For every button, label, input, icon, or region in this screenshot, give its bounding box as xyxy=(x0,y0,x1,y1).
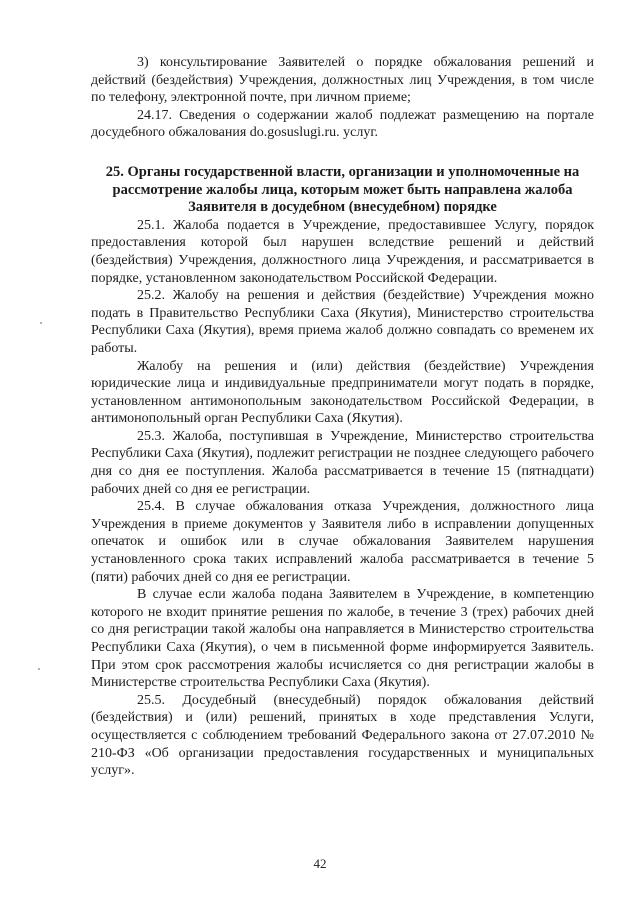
page-number: 42 xyxy=(313,856,327,871)
paragraph-24-17: 24.17. Сведения о содержании жалоб подлежат размещению на портале досудебного обжалования do.gosuslugi.ru. услуг. xyxy=(91,107,594,141)
paragraph-25-2: 25.2. Жалобу на решения и действия (бездействие) Учреждения можно подать в Правительство Республики Саха (Якутия), Министерство строительства Республики Саха (Якутия), время приема жалоб должно совпадать со временем их работы. xyxy=(91,288,594,356)
paragraph-redirect: В случае если жалоба подана Заявителем в Учреждение, в компетенцию которого не входит принятие решения по жалобе, в течение 3 (трех) рабочих дней со дня регистрации такой жалобы она направляется в Министерство строительства Республики Саха (Якутия), о чем в письменной форме информируется Заявитель. При этом срок рассмотрения жалобы исчисляется со дня регистрации жалобы в Министерстве строительства Республики Саха (Якутия). xyxy=(91,587,594,691)
scan-speck xyxy=(40,322,42,324)
scan-speck xyxy=(38,668,40,670)
document-body xyxy=(91,54,594,780)
paragraph-25-3: 25.3. Жалоба, поступившая в Учреждение, Министерство строительства Республики Саха (Якутия), подлежит регистрации не позднее следующего рабочего дня со дня ее поступления. Жалоба рассматривается в течение 15 (пятнадцати) рабочих дней со дня ее регистрации. xyxy=(91,428,594,497)
section-heading-25: 25. Органы государственной власти, организации и уполномоченные на рассмотрение жалобы лица, которым может быть направлена жалоба Заявителя в досудебном (внесудебном) порядке xyxy=(105,163,580,216)
paragraph-25-1: 25.1. Жалоба подается в Учреждение, предоставившее Услугу, порядок предоставления которой был нарушен вследствие решений и действий (бездействия) Учреждения, должностного лица Учреждения, и рассматривается в порядке, установленном законодательством Российской Федерации. xyxy=(91,217,594,286)
paragraph-25-5: 25.5. Досудебный (внесудебный) порядок обжалования действий (бездействия) и (или) решений, принятых в ходе представления Услуги, осуществляется с соблюдением требований Федерального закона от 27.07.2010 № 210-ФЗ «Об организации предоставления государственных и муниципальных услуг». xyxy=(91,692,594,779)
paragraph-antimonopoly: Жалобу на решения и (или) действия (бездействие) Учреждения юридические лица и индивидуальные предприниматели могут подать в порядке, установленном антимонопольным законодательством Российской Федерации, в антимонопольный орган Республики Саха (Якутия). xyxy=(91,358,594,427)
paragraph-25-4: 25.4. В случае обжалования отказа Учреждения, должностного лица Учреждения в приеме документов у Заявителя либо в исправлении допущенных опечаток и ошибок или в случае обжалования Заявителем нарушения установленного срока таких исправлений жалоба рассматривается в течение 5 (пяти) рабочих дней со дня ее регистрации. xyxy=(91,499,594,585)
paragraph-consultation: 3) консультирование Заявителей о порядке обжалования решений и действий (бездействия) Учреждения, должностных лиц Учреждения, в том числе по телефону, электронной почте, при личном приеме; xyxy=(91,55,594,106)
